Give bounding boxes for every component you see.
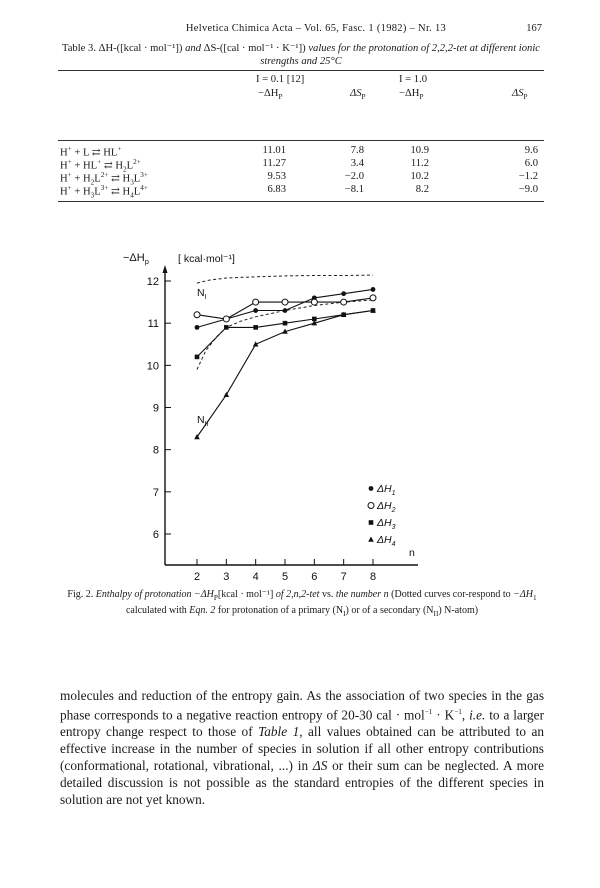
table-label: Table 3.	[62, 43, 96, 54]
table-cell-dh-i1.0: 11.2	[410, 158, 429, 169]
journal-header: Helvetica Chimica Acta – Vol. 65, Fasc. 1 (1982) – Nr. 13	[185, 23, 447, 34]
legend-label-dh3: $\Delta H_3$	[377, 517, 396, 531]
table-row-equation: $H^+ + H_3L^{3+}$ ⇄ $H_4L^{4+}$	[60, 184, 148, 200]
y-axis-label: $-\Delta H_p$	[123, 252, 149, 266]
point-dh4	[224, 392, 230, 397]
x-tick-label: 8	[369, 571, 377, 583]
point-dh1	[195, 325, 200, 330]
x-tick-label: 2	[193, 571, 201, 583]
x-tick-label: 7	[340, 571, 347, 583]
point-dh1	[283, 308, 288, 313]
figure-caption: Fig. 2. Enthalpy of protonation $-\Delta H_P[kcal \cdot mol^{-1}]$ of 2,n,2-tet vs. the number n (Dotted curves cor-respond to $-\Delta H_1$ calculated with Eqn. 2 for protonation of a primary $(N_I)$ or of a secondary $(N_{II})$ N-atom)	[67, 589, 537, 618]
x-tick-label: 4	[252, 571, 259, 583]
point-dh3	[195, 355, 200, 360]
group-header-ionic-0.1: I = 0.1 [12]	[256, 74, 305, 85]
table-cell-ds-i0.1: −2.0	[344, 171, 364, 182]
x-tick-label: 3	[223, 571, 230, 583]
dotted-curve-i	[197, 275, 373, 283]
curve-label-ii: $N_{II}$	[197, 414, 209, 428]
legend-marker-dh1	[369, 486, 374, 491]
table-cell-ds-i0.1: 3.4	[350, 158, 364, 169]
y-tick-label: 6	[152, 529, 159, 541]
chart-markers	[194, 287, 376, 439]
table-cell-dh-i1.0: 10.2	[410, 171, 429, 182]
table-reference: Table 1	[258, 724, 300, 740]
col-header-dh-1: $-\Delta H_P$	[258, 88, 283, 102]
point-dh2	[370, 295, 376, 301]
y-axis-unit: [ kcal·mol⁻¹]	[178, 253, 235, 265]
point-dh2	[282, 299, 288, 305]
y-tick-label: 12	[146, 276, 159, 288]
legend-label-dh1: $\Delta H_1$	[377, 483, 396, 497]
table-caption-ds: ΔS-([cal · mol⁻¹ · K⁻¹])	[203, 43, 306, 54]
table-cell-ds-i0.1: −8.1	[344, 184, 364, 195]
table-cell-dh-i1.0: 10.9	[410, 145, 429, 156]
table-cell-dh-i1.0: 8.2	[415, 184, 429, 195]
point-dh2	[341, 299, 347, 305]
table-row-equation: H+ + L ⇄ HL+	[60, 145, 122, 159]
y-tick-label: 8	[152, 444, 159, 457]
point-dh3	[224, 325, 229, 330]
point-dh3	[253, 325, 258, 330]
x-tick-label: 6	[311, 571, 318, 583]
legend-marker-dh2	[368, 503, 374, 509]
group-header-ionic-1.0: I = 1.0	[399, 74, 428, 85]
point-dh2	[311, 299, 317, 305]
table-row-equation: $H^+ + H_2L^{2+}$ ⇄ $H_3L^{3+}$	[60, 171, 148, 187]
point-dh2	[253, 299, 259, 305]
point-dh3	[283, 321, 288, 326]
x-axis-label: n	[409, 547, 415, 559]
col-header-ds-2: $\Delta S_P$	[512, 88, 528, 102]
table-cell-ds-i1.0: 9.6	[524, 145, 538, 156]
y-tick-label: 9	[152, 402, 159, 415]
y-axis-arrow	[163, 265, 168, 273]
point-dh1	[341, 291, 346, 296]
legend-marker-dh4	[368, 537, 374, 542]
table-caption-and: and	[182, 43, 204, 54]
y-tick-label: 11	[147, 318, 159, 331]
table-cell-dh-i0.1: 6.83	[267, 184, 286, 195]
table-row-equation: H+ + HL+ ⇄ $H_2L^{2+}$	[60, 158, 141, 174]
y-tick-label: 10	[146, 360, 159, 373]
body-paragraph: molecules and reduction of the entropy gain. As the association of two species in the gas phase corresponds to a negative reaction entropy of 20-30 cal · $mol^{-1} \cdot K^{-1}$, i.e. to a larger entropy change respect to those of Table 1, all values obtained can be attributed to an effective increase in the number of species in solution if all other entropy contributions (conformational, rotational, vibrational, ...) in ΔS or their sum can be neglected. A more detailed discussion is not possible as the standard entropies of the different species in solution are not yet known.	[60, 688, 544, 808]
legend-label-dh4: $\Delta H_4$	[377, 534, 396, 548]
point-dh2	[194, 312, 200, 318]
table-cell-ds-i1.0: −1.2	[518, 171, 538, 182]
point-dh1	[253, 308, 258, 313]
table-cell-ds-i1.0: 6.0	[524, 158, 538, 169]
x-tick-label: 5	[281, 571, 289, 583]
table-cell-ds-i1.0: −9.0	[518, 184, 538, 195]
table-cell-dh-i0.1: 9.53	[267, 171, 286, 182]
point-dh2	[223, 316, 229, 322]
chart-legend	[368, 483, 396, 548]
table-cell-dh-i0.1: 11.27	[262, 158, 286, 169]
legend-label-dh2: $\Delta H_2$	[377, 500, 396, 514]
curve-label-i: $N_I$	[197, 287, 207, 301]
y-tick-label: 7	[152, 486, 159, 499]
chart-ticks	[147, 276, 376, 583]
table-cell-dh-i0.1: 11.01	[262, 145, 286, 156]
legend-marker-dh3	[369, 520, 374, 525]
point-dh1	[371, 287, 376, 292]
col-header-ds-1: $\Delta S_P$	[350, 88, 366, 102]
page-number: 167	[526, 23, 542, 34]
table-caption-rest: values for the protonation of 2,2,2-tet at different ionic strengths and 25°C	[260, 43, 540, 67]
col-header-dh-2: $-\Delta H_P$	[399, 88, 424, 102]
table-cell-ds-i0.1: 7.8	[350, 145, 364, 156]
table-caption-dh: ΔH-([kcal · mol⁻¹])	[98, 43, 183, 54]
